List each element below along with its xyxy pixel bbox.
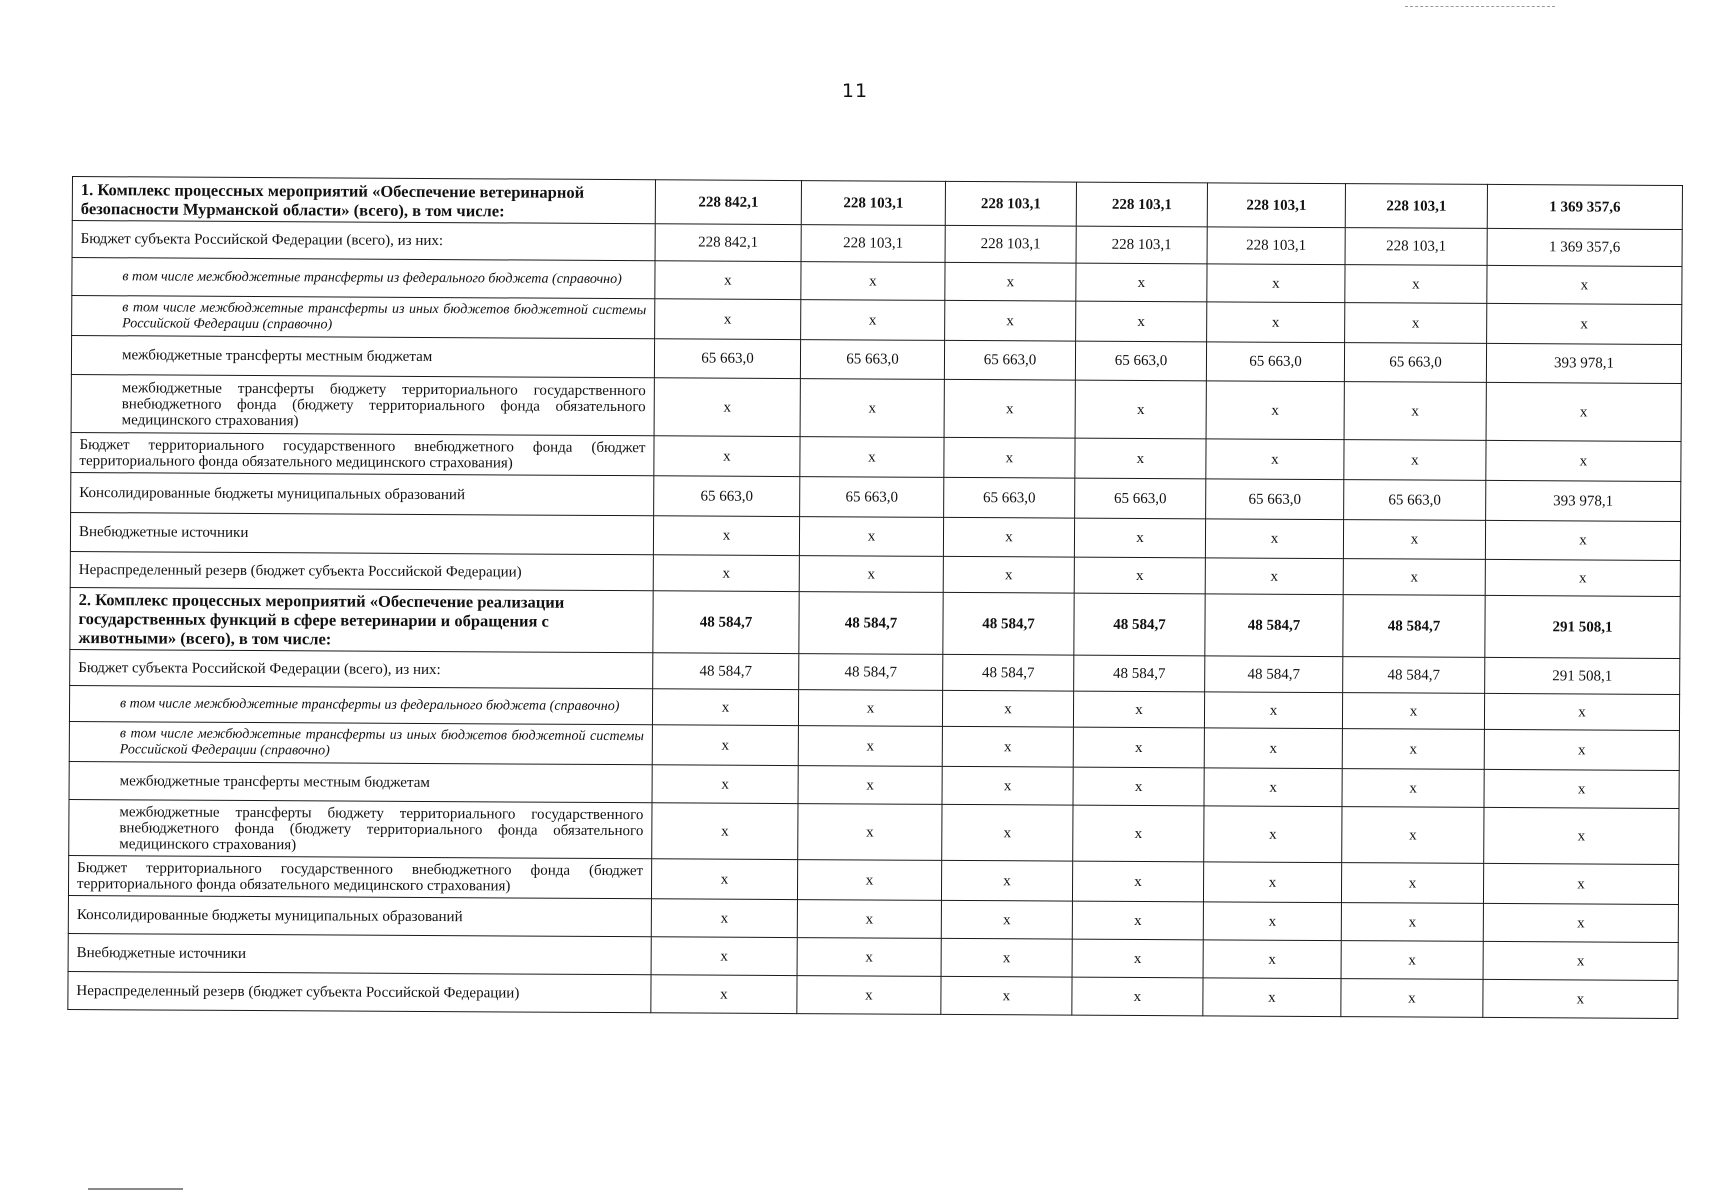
cell-value: 65 663,0 [654,476,800,517]
cell-value: x [801,300,945,341]
section-1-total-1: 228 842,1 [655,180,801,225]
cell-value: 393 978,1 [1486,480,1681,521]
table-row [71,374,1681,441]
cell-value: 48 584,7 [943,654,1074,691]
cell-value: 228 103,1 [1076,226,1207,264]
cell-value: x [1484,807,1679,864]
cell-value: x [1341,979,1483,1018]
cell-value: x [651,975,797,1014]
cell-value: x [652,765,798,804]
cell-value: x [1073,805,1204,862]
section-1-title: 1. Комплекс процессных мероприятий «Обеспечение ветеринарной безопасности Мурманской области» (всего), в том числе: [72,177,655,224]
row-label: Консолидированные бюджеты муниципальных образований [68,895,651,936]
cell-value: x [941,900,1072,939]
cell-value: x [798,804,942,861]
cell-value: x [798,766,942,805]
cell-value: x [1486,382,1681,441]
cell-value: x [1076,263,1207,302]
cell-value: 48 584,7 [1343,657,1485,694]
cell-value: 228 842,1 [655,224,801,262]
cell-value: 65 663,0 [944,340,1075,380]
cell-value: 65 663,0 [1344,480,1486,521]
cell-value: 228 103,1 [945,225,1076,263]
cell-value: x [652,725,798,766]
cell-value: x [798,690,942,727]
section-1-total-sum: 1 369 357,6 [1487,184,1682,229]
cell-value: 65 663,0 [800,477,944,518]
cell-value: 228 103,1 [1207,227,1345,265]
cell-value: 65 663,0 [1075,341,1206,381]
cell-value: x [797,976,941,1015]
cell-value: 48 584,7 [1074,655,1205,692]
cell-value: x [797,860,941,901]
cell-value: x [1343,520,1485,560]
section-1-total-6: 228 103,1 [1345,184,1487,229]
cell-value: x [797,938,941,977]
cell-value: x [943,517,1074,557]
cell-value: x [1483,903,1678,942]
cell-value: 228 103,1 [1345,228,1487,266]
cell-value: 65 663,0 [1206,479,1344,520]
cell-value: x [654,436,800,477]
cell-value: x [653,555,799,592]
cell-value: 393 978,1 [1486,343,1681,383]
row-label: Бюджет субъекта Российской Федерации (всего), из них: [70,649,653,688]
table-row [68,971,1678,1018]
cell-value: x [1204,768,1342,807]
cell-value: 65 663,0 [944,477,1075,518]
row-label: Бюджет территориального государственного внебюджетного фонда (бюджет территориального фонда обязательного медицинского страхования) [71,432,654,475]
row-label: Нераспределенный резерв (бюджет субъекта Российской Федерации) [70,551,653,590]
section-2-total-6: 48 584,7 [1343,595,1485,658]
cell-value: x [941,976,1072,1015]
cell-value: x [651,859,797,900]
cell-value: x [945,300,1076,341]
table-row [69,799,1679,864]
cell-value: x [1075,380,1206,439]
section-1-total-2: 228 103,1 [801,181,945,226]
cell-value: 1 369 357,6 [1487,228,1682,266]
row-label: Бюджет субъекта Российской Федерации (всего), из них: [72,221,655,261]
cell-value: x [797,900,941,939]
cell-value: x [1487,265,1682,304]
cell-value: x [1204,692,1342,729]
cell-value: x [1486,440,1681,481]
row-label: в том числе межбюджетные трансферты из иных бюджетов бюджетной системы Российской Федерации (справочно) [72,296,655,339]
cell-value: x [1483,941,1678,980]
cell-value: x [941,938,1072,977]
cell-value: x [653,516,799,556]
row-label: Бюджет территориального государственного внебюджетного фонда (бюджет территориального фонда обязательного медицинского страхования) [68,855,651,898]
cell-value: x [651,899,797,938]
cell-value: x [1485,520,1680,560]
cell-value: x [1484,769,1679,808]
cell-value: x [1343,559,1485,596]
row-label: межбюджетные трансферты бюджету территориального государственного внебюджетного фонда (бюджету территориального фонда обязательного медицинского страхования) [71,374,654,435]
cell-value: x [1345,303,1487,344]
cell-value: x [1341,941,1483,980]
row-label: Внебюджетные источники [68,933,651,974]
scan-mark-top [1405,6,1555,7]
cell-value: x [942,690,1073,727]
cell-value: x [944,379,1075,438]
cell-value: x [1203,978,1341,1017]
budget-table [67,176,1683,1019]
cell-value: x [1204,728,1342,769]
cell-value: x [1074,557,1205,594]
cell-value: x [1203,940,1341,979]
row-label: в том числе межбюджетные трансферты из иных бюджетов бюджетной системы Российской Федерации (справочно) [69,721,652,764]
cell-value: x [944,437,1075,478]
row-label: Консолидированные бюджеты муниципальных образований [71,472,654,515]
cell-value: x [942,804,1073,861]
cell-value: x [1206,439,1344,480]
cell-value: x [1484,729,1679,770]
section-2-total-sum: 291 508,1 [1485,595,1680,658]
cell-value: x [1342,769,1484,808]
section-1-total-3: 228 103,1 [945,181,1076,226]
cell-value: x [1485,559,1680,596]
cell-value: x [942,766,1073,805]
cell-value: x [1341,863,1483,904]
cell-value: x [1203,862,1341,903]
cell-value: x [654,378,800,437]
cell-value: x [1344,382,1486,441]
section-2-total-4: 48 584,7 [1074,593,1205,656]
section-2-title: 2. Комплекс процессных мероприятий «Обеспечение реализации государственных функций в сфере ветеринарии и обращения с животными» (всего), в том числе: [70,587,653,652]
cell-value: x [1072,939,1203,978]
cell-value: x [942,726,1073,767]
cell-value: x [1072,861,1203,902]
page-number: 11 [841,80,869,102]
cell-value: 291 508,1 [1485,657,1680,694]
cell-value: x [800,379,944,438]
cell-value: x [800,437,944,478]
row-label: в том числе межбюджетные трансферты из федерального бюджета (справочно) [69,685,652,724]
cell-value: x [1487,303,1682,344]
cell-value: 228 103,1 [801,225,945,263]
cell-value: x [1342,693,1484,730]
section-2-total-5: 48 584,7 [1205,594,1343,657]
cell-value: x [1207,302,1345,343]
cell-value: x [801,262,945,301]
section-1-total-5: 228 103,1 [1207,183,1345,228]
section-2-total-2: 48 584,7 [799,592,943,655]
cell-value: x [1073,767,1204,806]
cell-value: x [799,556,943,593]
cell-value: 65 663,0 [1206,342,1344,382]
cell-value: x [1205,558,1343,595]
row-label: Нераспределенный резерв (бюджет субъекта Российской Федерации) [68,971,651,1012]
row-label: межбюджетные трансферты местным бюджетам [69,761,652,802]
cell-value: x [1076,301,1207,342]
section-1-total-4: 228 103,1 [1076,182,1207,227]
cell-value: x [1073,691,1204,728]
cell-value: x [1207,264,1345,303]
cell-value: x [799,517,943,557]
cell-value: x [1206,381,1344,440]
cell-value: x [945,262,1076,301]
cell-value: x [1205,519,1343,559]
cell-value: x [1341,903,1483,942]
cell-value: x [655,299,801,340]
cell-value: x [651,937,797,976]
cell-value: 48 584,7 [1205,656,1343,693]
cell-value: x [943,556,1074,593]
cell-value: x [1203,902,1341,941]
cell-value: 65 663,0 [800,340,944,380]
cell-value: x [1204,806,1342,863]
cell-value: 65 663,0 [1344,343,1486,383]
cell-value: x [1483,979,1678,1018]
cell-value: x [1075,438,1206,479]
cell-value: x [652,803,798,860]
section-2-row [70,587,1680,658]
cell-value: x [1484,693,1679,730]
cell-value: x [1072,977,1203,1016]
cell-value: x [1342,729,1484,770]
cell-value: 48 584,7 [799,654,943,691]
cell-value: x [1073,727,1204,768]
cell-value: x [1074,518,1205,558]
cell-value: 65 663,0 [654,339,800,379]
scan-mark-bottom [88,1188,183,1190]
cell-value: x [941,860,1072,901]
row-label: Внебюджетные источники [70,512,653,554]
cell-value: x [655,261,801,300]
cell-value: 48 584,7 [653,653,799,690]
cell-value: x [1344,440,1486,481]
cell-value: x [1345,265,1487,304]
row-label: в том числе межбюджетные трансферты из федерального бюджета (справочно) [72,258,655,299]
row-label: межбюджетные трансферты бюджету территориального государственного внебюджетного фонда (бюджету территориального фонда обязательного медицинского страхования) [69,799,652,858]
cell-value: x [798,726,942,767]
cell-value: x [1072,901,1203,940]
section-2-total-1: 48 584,7 [653,591,799,654]
cell-value: x [1483,863,1678,904]
cell-value: x [1342,807,1484,864]
cell-value: x [652,689,798,726]
section-2-total-3: 48 584,7 [943,592,1074,655]
row-label: межбюджетные трансферты местным бюджетам [71,336,654,378]
cell-value: 65 663,0 [1075,478,1206,519]
